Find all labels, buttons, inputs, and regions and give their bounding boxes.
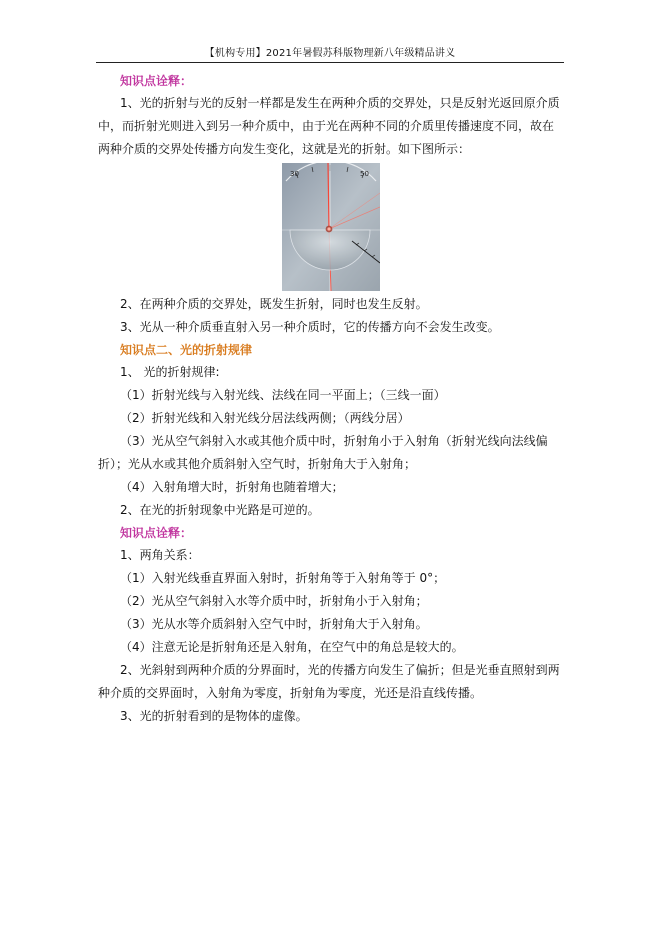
knowledge-point-2-heading: 知识点二、光的折射规律	[120, 343, 253, 357]
figure-container	[98, 163, 564, 291]
paragraph-reflection-and-refraction: 2、在两种介质的交界处，既发生折射，同时也发生反射。	[120, 297, 428, 311]
note-heading-2: 知识点诠释：	[120, 526, 193, 540]
note-heading-1: 知识点诠释：	[120, 74, 193, 88]
scale-label-left: 30	[290, 170, 299, 178]
paragraph-perpendicular-incidence: 3、光从一种介质垂直射入另一种介质时，它的传播方向不会发生改变。	[120, 320, 500, 334]
scale-label-right: 50	[360, 170, 369, 178]
angle-relation-intro: 1、两角关系：	[120, 548, 200, 562]
document-body	[98, 70, 564, 728]
paragraph-reversible-path: 2、在光的折射现象中光路是可逆的。	[120, 503, 320, 517]
refraction-rule-1: （1）折射光线与入射光线、法线在同一平面上；（三线一面）	[120, 388, 446, 402]
paragraph-refraction-definition: 1、光的折射与光的反射一样都是发生在两种介质的交界处，只是反射光返回原介质中，而折射光则进入到另一种介质中，由于光在两种不同的介质里传播速度不同，故在两种介质的交界处传播方向发生变化，这就是光的折射。如下图所示：	[98, 96, 560, 156]
refraction-rule-4: （4）入射角增大时，折射角也随着增大；	[120, 480, 344, 494]
angle-relation-1: （1）入射光线垂直界面入射时，折射角等于入射角等于 0°；	[120, 571, 446, 585]
page-header: 【机构专用】2021年暑假苏科版物理新八年级精品讲义	[204, 48, 456, 59]
refraction-experiment-photo	[282, 163, 380, 291]
header-rule	[96, 62, 564, 63]
angle-relation-4: （4）注意无论是折射角还是入射角，在空气中的角总是较大的。	[120, 640, 464, 654]
refraction-rule-3: （3）光从空气斜射入水或其他介质中时，折射角小于入射角（折射光线向法线偏折）；光从水或其他介质斜射入空气时，折射角大于入射角；	[98, 434, 548, 471]
angle-relation-3: （3）光从水等介质斜射入空气中时，折射角大于入射角。	[120, 617, 428, 631]
refraction-rule-2: （2）折射光线和入射光线分居法线两侧；（两线分居）	[120, 411, 410, 425]
paragraph-oblique-vs-perpendicular: 2、光斜射到两种介质的分界面时，光的传播方向发生了偏折；但是光垂直照射到两种介质的交界面时，入射角为零度，折射角为零度，光还是沿直线传播。	[98, 663, 560, 700]
refraction-law-intro: 1、 光的折射规律:	[120, 365, 220, 379]
angle-relation-2: （2）光从空气斜射入水等介质中时，折射角小于入射角；	[120, 594, 428, 608]
paragraph-virtual-image: 3、光的折射看到的是物体的虚像。	[120, 709, 308, 723]
